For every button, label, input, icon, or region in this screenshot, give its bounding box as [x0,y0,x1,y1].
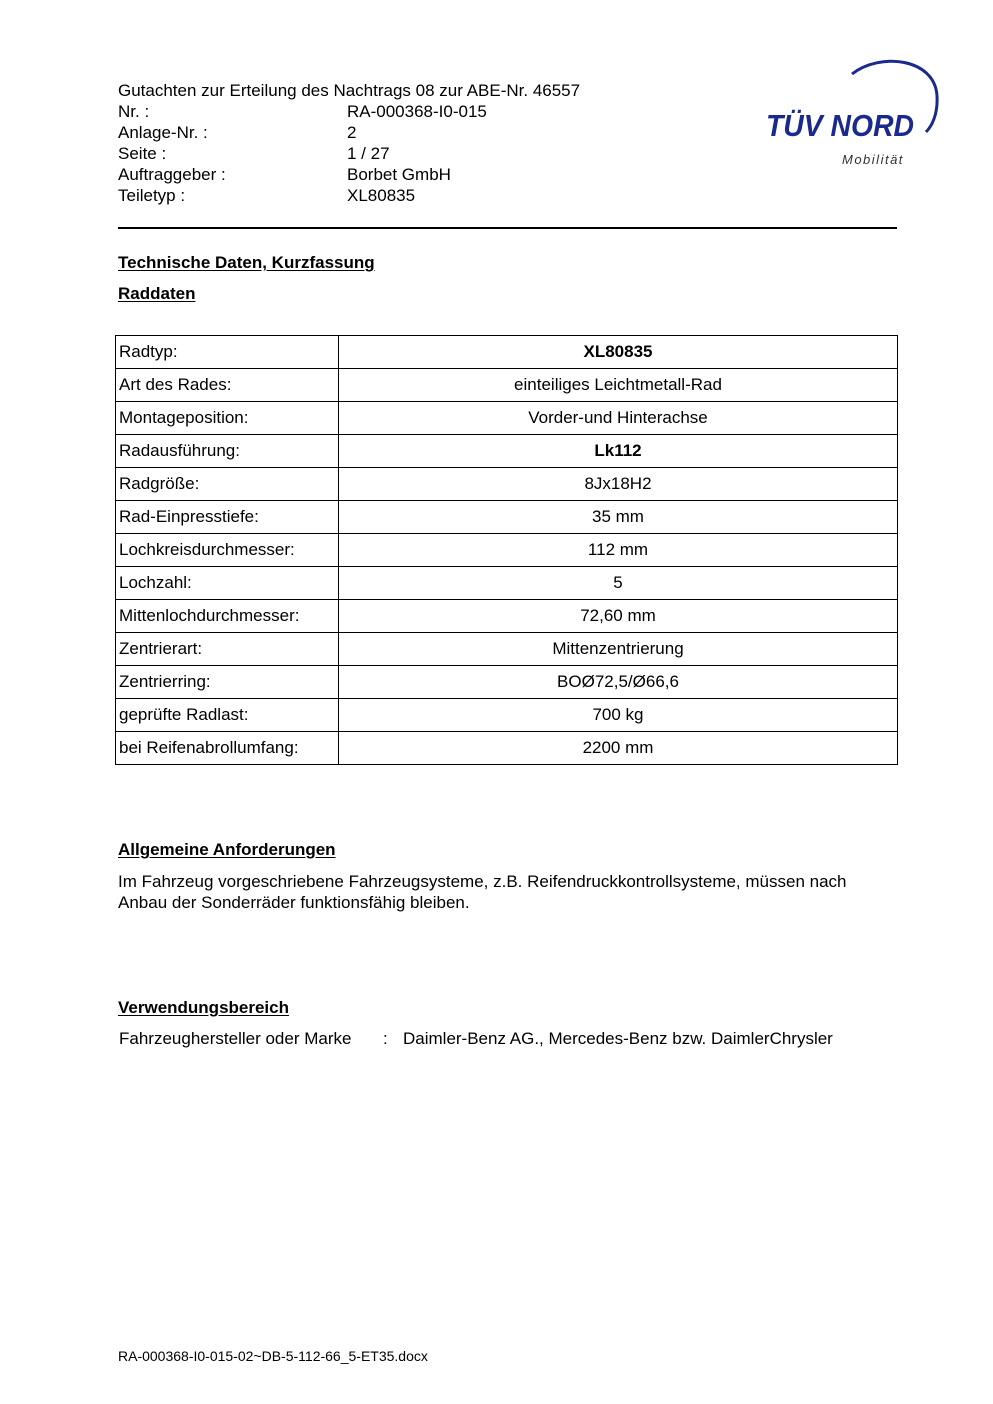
table-label: Mittenlochdurchmesser: [116,600,339,633]
table-row [116,666,898,699]
requirements-heading: Allgemeine Anforderungen [118,840,336,859]
logo-subtitle: Mobilität [842,152,904,167]
header-row-teiletyp [118,185,638,206]
table-row [116,567,898,600]
table-row [116,699,898,732]
header-label: Nr. : [118,102,150,121]
header-value: 2 [347,123,357,142]
table-label: Radtyp: [116,336,339,369]
wheel-data-table [115,335,898,765]
requirements-text: Im Fahrzeug vorgeschriebene Fahrzeugsysteme, z.B. Reifendruckkontrollsysteme, müssen nach Anbau der Sonderräder funktionsfähig bleiben. [118,872,847,912]
table-label: Art des Rades: [116,369,339,402]
table-label: Radausführung: [116,435,339,468]
table-label: bei Reifenabrollumfang: [116,732,339,765]
table-label: Radgröße: [116,468,339,501]
table-label: geprüfte Radlast: [116,699,339,732]
header-row-anlage [118,122,638,143]
table-value: Lk112 [339,435,898,468]
header-value: RA-000368-I0-015 [347,102,487,121]
footer-filename: RA-000368-I0-015-02~DB-5-112-66_5-ET35.docx [118,1348,428,1364]
header-label: Auftraggeber : [118,165,226,184]
header-value: 1 / 27 [347,144,390,163]
table-row [116,435,898,468]
usage-row [119,1028,899,1049]
table-label: Montageposition: [116,402,339,435]
header-value: Borbet GmbH [347,165,451,184]
logo-wordmark: TÜV NORD [766,108,914,143]
table-row [116,534,898,567]
usage-heading: Verwendungsbereich [118,998,289,1017]
table-value: 112 mm [339,534,898,567]
table-row [116,732,898,765]
table-row [116,336,898,369]
table-row [116,468,898,501]
table-value: BOØ72,5/Ø66,6 [339,666,898,699]
table-value: 700 kg [339,699,898,732]
table-row [116,600,898,633]
table-value: Vorder-und Hinterachse [339,402,898,435]
table-value: Mittenzentrierung [339,633,898,666]
usage-value: Daimler-Benz AG., Mercedes-Benz bzw. DaimlerChrysler [403,1029,833,1048]
header-value: XL80835 [347,186,416,205]
tuv-nord-logo [760,56,945,176]
header-row-auftraggeber [118,164,638,185]
table-label: Lochzahl: [116,567,339,600]
table-label: Zentrierring: [116,666,339,699]
header-row-seite [118,143,638,164]
table-row [116,501,898,534]
technical-data-heading: Technische Daten, Kurzfassung [118,253,375,272]
table-value: einteiliges Leichtmetall-Rad [339,369,898,402]
table-label: Rad-Einpresstiefe: [116,501,339,534]
table-value: 5 [339,567,898,600]
table-value: 35 mm [339,501,898,534]
table-row [116,369,898,402]
header-label: Anlage-Nr. : [118,123,208,142]
table-value: 72,60 mm [339,600,898,633]
table-row [116,402,898,435]
header-divider [118,227,897,229]
header-label: Seite : [118,144,167,163]
usage-label: Fahrzeughersteller oder Marke [119,1029,352,1048]
wheel-data-heading: Raddaten [118,284,196,303]
table-value: 8Jx18H2 [339,468,898,501]
table-label: Lochkreisdurchmesser: [116,534,339,567]
header-label: Teiletyp : [118,186,186,205]
document-title: Gutachten zur Erteilung des Nachtrags 08 zur ABE-Nr. 46557 [118,81,581,100]
table-row [116,633,898,666]
table-value: XL80835 [339,336,898,369]
table-value: 2200 mm [339,732,898,765]
usage-separator: : [383,1029,388,1048]
table-label: Zentrierart: [116,633,339,666]
header-row-nr [118,101,638,122]
